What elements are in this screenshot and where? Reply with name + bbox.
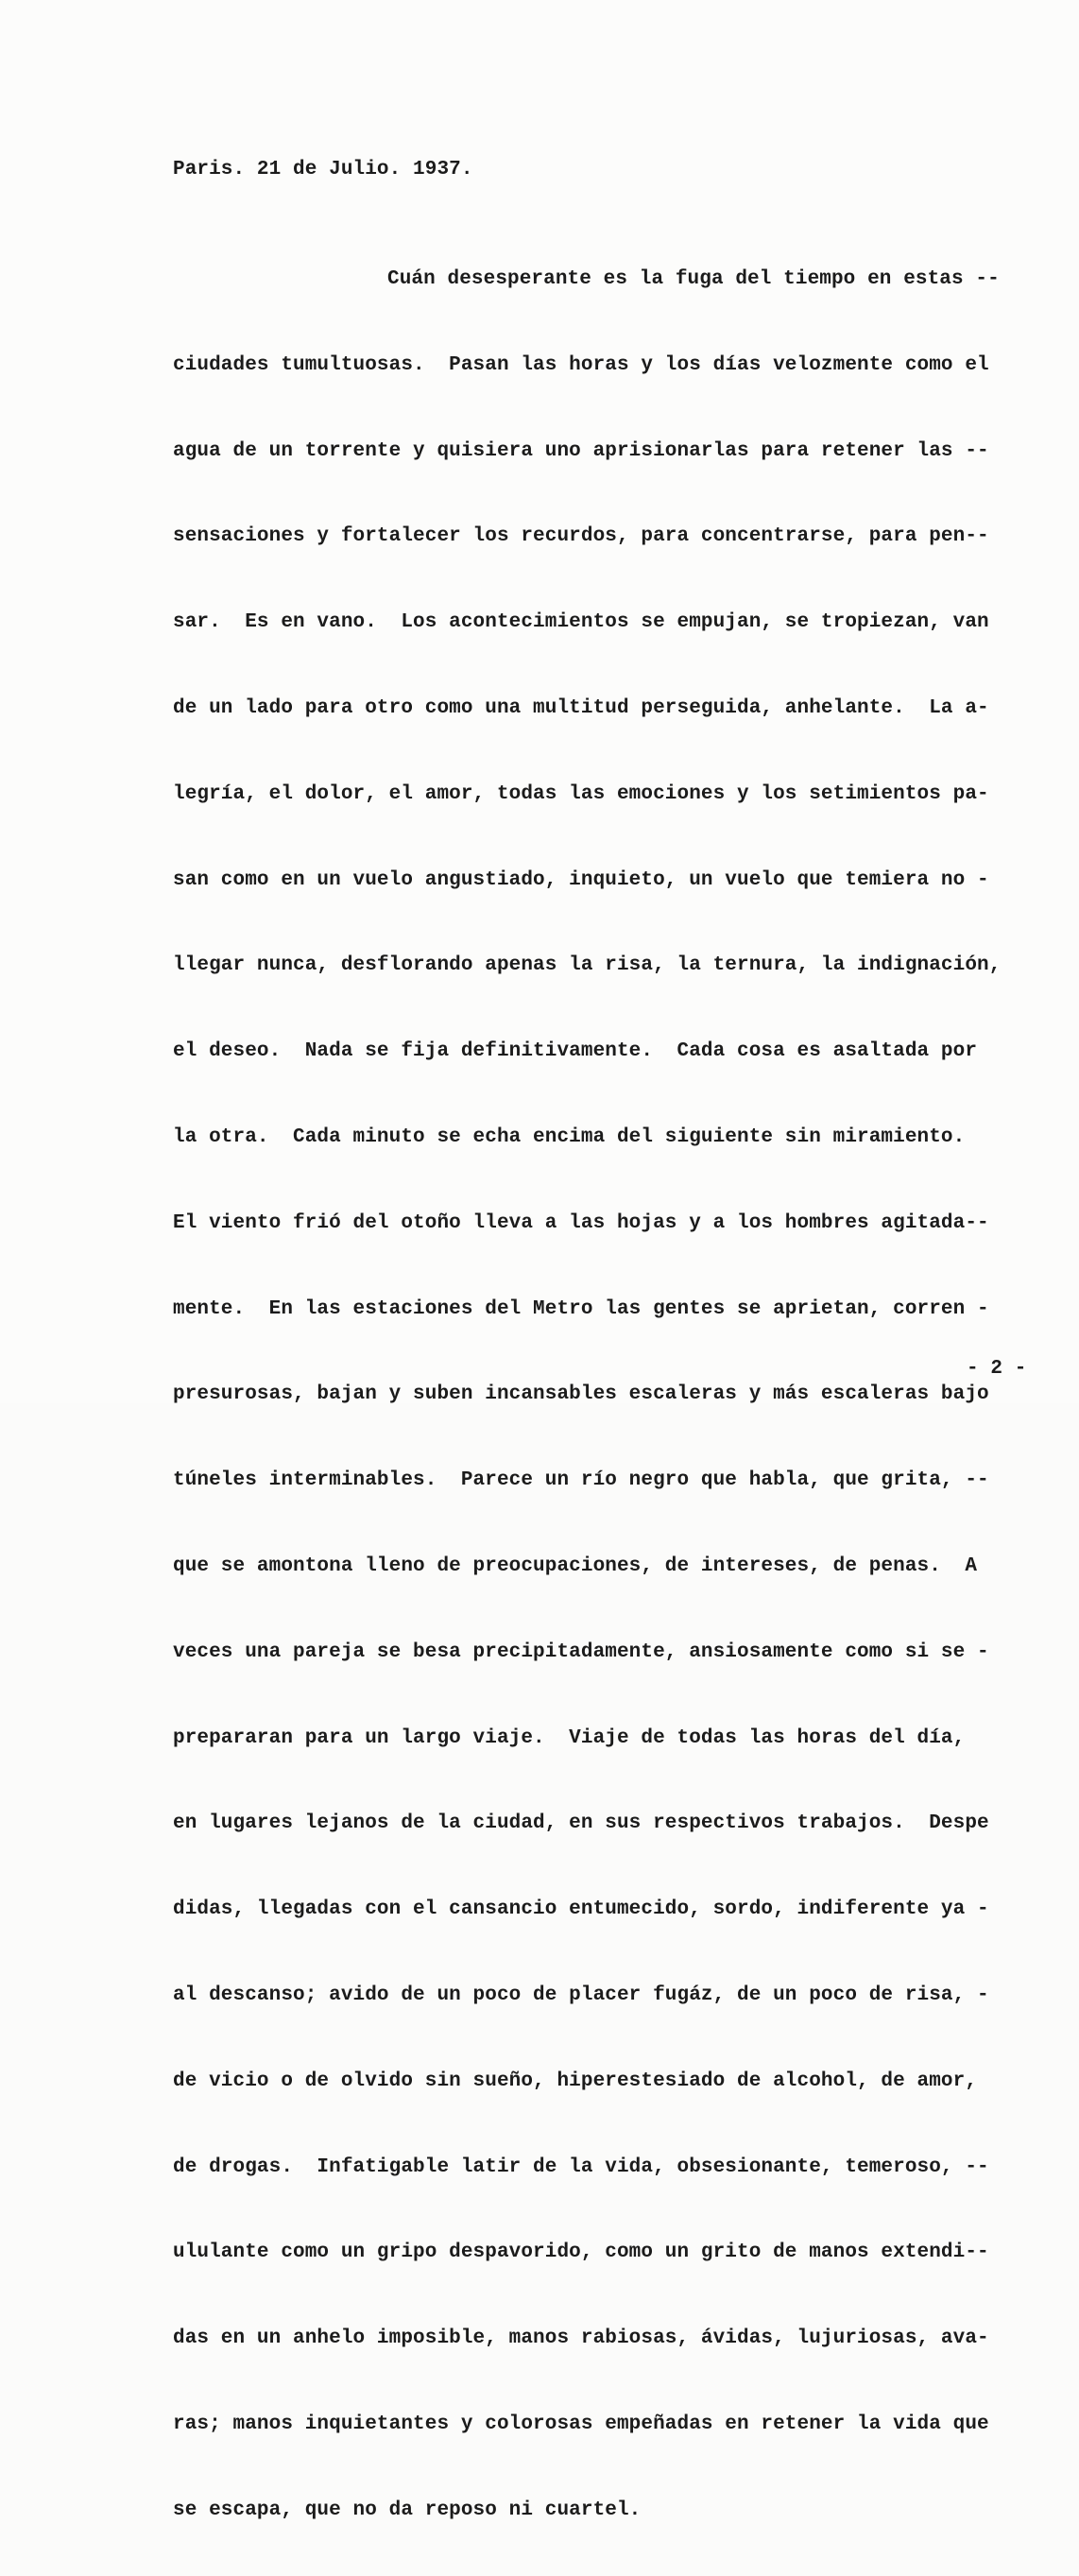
paragraph-line: agua de un torrente y quisiera uno aprisionarlas para retener las -- (173, 439, 989, 462)
paragraph-line: de vicio o de olvido sin sueño, hiperestesiado de alcohol, de amor, (173, 2069, 978, 2092)
paragraph-line: en lugares lejanos de la ciudad, en sus respectivos trabajos. Despe (173, 1812, 989, 1835)
paragraph-line: san como en un vuelo angustiado, inquieto, un vuelo que temiera no - (173, 868, 989, 891)
paragraph-line: veces una pareja se besa precipitadamente, ansiosamente como si se - (173, 1640, 989, 1663)
paragraph-line: la otra. Cada minuto se echa encima del siguiente sin miramiento. (173, 1125, 966, 1148)
paragraph-line: ciudades tumultuosas. Pasan las horas y los días velozmente como el (173, 353, 989, 376)
paragraph-line: El viento frió del otoño lleva a las hojas y a los hombres agitada-- (173, 1211, 989, 1234)
paragraph-line: túneles interminables. Parece un río negro que habla, que grita, -- (173, 1469, 989, 1492)
paragraph-line: ululante como un gripo despavorido, como un grito de manos extendi-- (173, 2241, 989, 2264)
paragraph-line: se escapa, que no da reposo ni cuartel. (173, 2499, 642, 2521)
paragraph-line: que se amontona lleno de preocupaciones, de intereses, de penas. A (173, 1554, 978, 1577)
paragraph-line: al descanso; avido de un poco de placer fugáz, de un poco de risa, - (173, 1984, 989, 2006)
page-number: - 2 - (967, 1358, 1027, 1380)
paragraph-line: presurosas, bajan y suben incansables escaleras y más escaleras bajo (173, 1383, 989, 1406)
paragraph-line: el deseo. Nada se fija definitivamente. Cada cosa es asaltada por (173, 1040, 978, 1063)
paragraph-line: sar. Es en vano. Los acontecimientos se empujan, se tropiezan, van (173, 611, 989, 634)
paragraph-line: de drogas. Infatigable latir de la vida, obsesionante, temeroso, -- (173, 2155, 989, 2178)
paragraph-line: llegar nunca, desflorando apenas la risa, la ternura, la indignación, (173, 954, 1002, 977)
paragraph-line: ras; manos inquietantes y colorosas empeñadas en retener la vida que (173, 2413, 989, 2435)
paragraph-line: sensaciones y fortalecer los recurdos, para concentrarse, para pen-- (173, 525, 989, 548)
paragraph-line: legría, el dolor, el amor, todas las emociones y los setimientos pa- (173, 782, 989, 805)
body-paragraph (173, 215, 1042, 2576)
paragraph-line: mente. En las estaciones del Metro las gentes se aprietan, corren - (173, 1297, 989, 1320)
paragraph-line: prepararan para un largo viaje. Viaje de todas las horas del día, (173, 1726, 966, 1749)
paragraph-line: de un lado para otro como una multitud perseguida, anhelante. La a- (173, 696, 989, 719)
paragraph-line: didas, llegadas con el cansancio entumecido, sordo, indiferente ya - (173, 1898, 989, 1921)
date-line: Paris. 21 de Julio. 1937. (173, 159, 473, 180)
paragraph-line: Cuán desesperante es la fuga del tiempo en estas -- (387, 268, 1000, 290)
paragraph-line: das en un anhelo imposible, manos rabiosas, ávidas, lujuriosas, ava- (173, 2327, 989, 2350)
